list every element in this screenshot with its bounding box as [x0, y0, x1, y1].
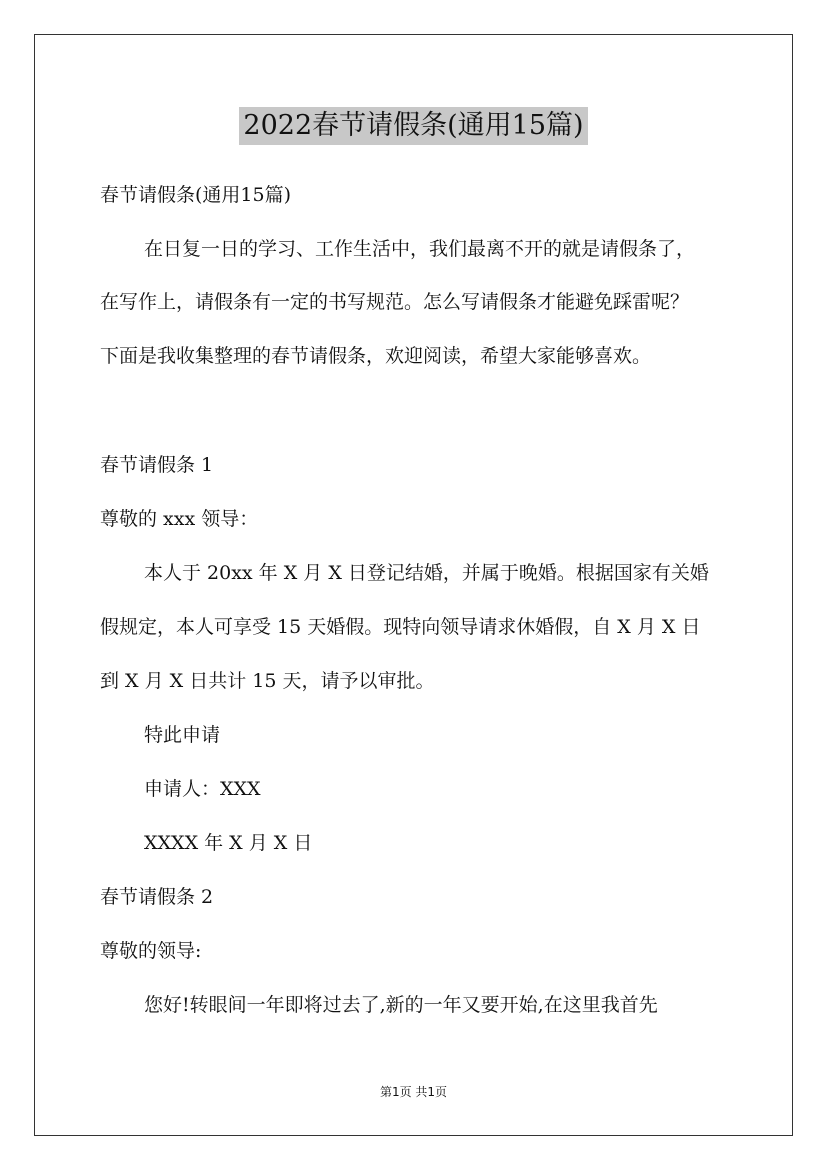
section1-heading: 春节请假条 1 — [100, 454, 214, 476]
section1-body-line-1: 本人于 20xx 年 X 月 X 日登记结婚，并属于晚婚。根据国家有关婚 — [144, 562, 709, 584]
section2-body-line-1: 您好!转眼间一年即将过去了,新的一年又要开始,在这里我首先 — [144, 994, 658, 1016]
intro-line-1: 在日复一日的学习、工作生活中，我们最离不开的就是请假条了， — [144, 238, 696, 260]
section1-salutation: 尊敬的 xxx 领导： — [100, 508, 259, 530]
section1-body-line-3: 到 X 月 X 日共计 15 天，请予以审批。 — [100, 670, 435, 692]
document-subtitle: 春节请假条(通用15篇) — [100, 184, 292, 206]
section1-date: XXXX 年 X 月 X 日 — [144, 832, 313, 854]
document-title-text: 2022春节请假条(通用15篇) — [239, 107, 587, 145]
section1-closing: 特此申请 — [144, 724, 221, 746]
section2-salutation: 尊敬的领导: — [100, 940, 202, 962]
intro-line-2: 在写作上，请假条有一定的书写规范。怎么写请假条才能避免踩雷呢？ — [100, 291, 690, 313]
section1-body-line-2: 假规定，本人可享受 15 天婚假。现特向领导请求休婚假，自 X 月 X 日 — [100, 616, 701, 638]
section1-applicant: 申请人：XXX — [144, 778, 261, 800]
section2-heading: 春节请假条 2 — [100, 886, 214, 908]
intro-line-3: 下面是我收集整理的春节请假条，欢迎阅读，希望大家能够喜欢。 — [100, 345, 652, 367]
document-title — [0, 103, 827, 145]
page-footer: 第1页 共1页 — [379, 1085, 448, 1099]
